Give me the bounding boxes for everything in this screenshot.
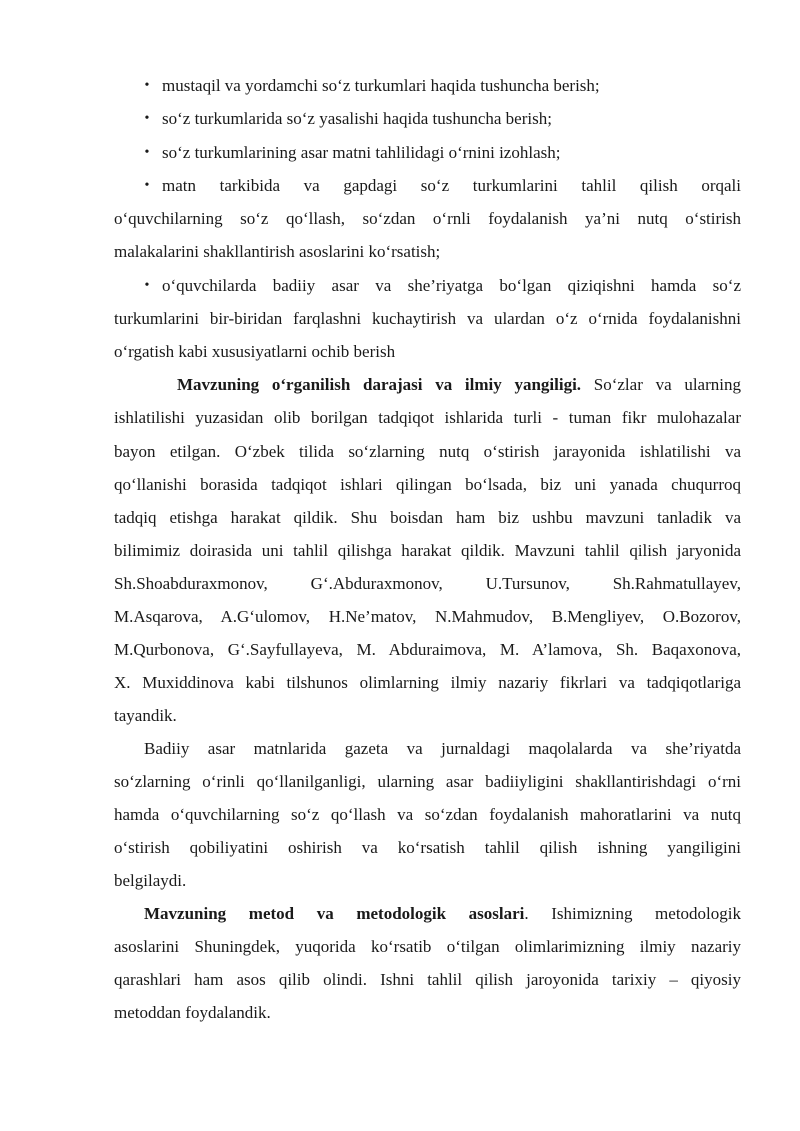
list-item-continuation: o‘quvchilarning so‘z qo‘llash, so‘zdan o‘rnli foydalanish ya’ni nutq o‘stirish — [114, 209, 741, 228]
section-heading: Mavzuning metod va metodologik asoslari — [144, 904, 525, 923]
paragraph-line: M.Qurbonova, G‘.Sayfullayeva, M. Abduraimova, M. A’lamova, Sh. Baqaxonova, — [114, 640, 741, 659]
bullet-icon: • — [144, 145, 150, 160]
paragraph-line: qo‘llanishi borasida tadqiqot ishlari qilingan bo‘lsada, biz uni yanada chuqurroq — [114, 475, 741, 494]
paragraph-line: M.Asqarova, A.G‘ulomov, H.Ne’matov, N.Mahmudov, B.Mengliyev, O.Bozorov, — [114, 607, 741, 626]
paragraph-line: tayandik. — [114, 706, 177, 725]
paragraph-text: . Ishimizning metodologik — [524, 904, 741, 923]
paragraph-line: metoddan foydalandik. — [114, 1003, 271, 1022]
list-item-continuation: turkumlarini bir-biridan farqlashni kuchaytirish va ulardan o‘z o‘rnida foydalanishni — [114, 309, 741, 328]
list-item: matn tarkibida va gapdagi so‘z turkumlarini tahlil qilish orqali — [162, 176, 741, 195]
paragraph-line: Sh.Shoabduraxmonov, G‘.Abduraxmonov, U.Tursunov, Sh.Rahmatullayev, — [114, 574, 741, 593]
paragraph-text: So‘zlar va ularning — [581, 375, 741, 394]
paragraph-line: ishlatilishi yuzasidan olib borilgan tadqiqot ishlarida turli - tuman fikr mulohazalar — [114, 408, 741, 427]
paragraph-line: hamda o‘quvchilarning so‘z qo‘llash va so‘zdan foydalanish mahoratlarini va nutq — [114, 805, 741, 824]
paragraph-line: X. Muxiddinova kabi tilshunos olimlarning ilmiy nazariy fikrlari va tadqiqotlariga — [114, 673, 741, 692]
list-item-continuation: malakalarini shakllantirish asoslarini ko‘rsatish; — [114, 242, 441, 261]
paragraph-line: bayon etilgan. O‘zbek tilida so‘zlarning nutq o‘stirish jarayonida ishlatilishi va — [114, 442, 741, 461]
paragraph-first-line — [177, 373, 741, 397]
paragraph-first-line: Badiiy asar matnlarida gazeta va jurnaldagi maqolalarda va she’riyatda — [144, 739, 741, 758]
paragraph-line: bilimimiz doirasida uni tahlil qilishga harakat qildik. Mavzuni tahlil qilish jaryonida — [114, 541, 741, 560]
list-item: so‘z turkumlarida so‘z yasalishi haqida tushuncha berish; — [162, 109, 552, 128]
bullet-icon: • — [144, 111, 150, 126]
list-item: mustaqil va yordamchi so‘z turkumlari haqida tushuncha berish; — [162, 76, 600, 95]
list-item: o‘quvchilarda badiiy asar va she’riyatga bo‘lgan qiziqishni hamda so‘z — [162, 276, 741, 295]
section-heading: Mavzuning o‘rganilish darajasi va ilmiy yangiligi. — [177, 375, 582, 394]
paragraph-first-line — [144, 902, 741, 926]
paragraph-line: o‘stirish qobiliyatini oshirish va ko‘rsatish tahlil qilish ishning yangiligini — [114, 838, 741, 857]
paragraph-line: belgilaydi. — [114, 871, 187, 890]
paragraph-line: so‘zlarning o‘rinli qo‘llanilganligi, ularning asar badiiyligini shakllantirishdagi o‘rni — [114, 772, 741, 791]
bullet-icon: • — [144, 178, 150, 193]
paragraph-line: qarashlari ham asos qilib olindi. Ishni tahlil qilish jaroyonida tarixiy – qiyosiy — [114, 970, 741, 989]
paragraph-line: asoslarini Shuningdek, yuqorida ko‘rsatib o‘tilgan olimlarimizning ilmiy nazariy — [114, 937, 741, 956]
list-item-continuation: o‘rgatish kabi xususiyatlarni ochib berish — [114, 342, 396, 361]
bullet-icon: • — [144, 278, 150, 293]
paragraph-line: tadqiq etishga harakat qildik. Shu boisdan ham biz ushbu mavzuni tanladik va — [114, 508, 741, 527]
bullet-icon: • — [144, 78, 150, 93]
list-item: so‘z turkumlarining asar matni tahlilidagi o‘rnini izohlash; — [162, 143, 561, 162]
